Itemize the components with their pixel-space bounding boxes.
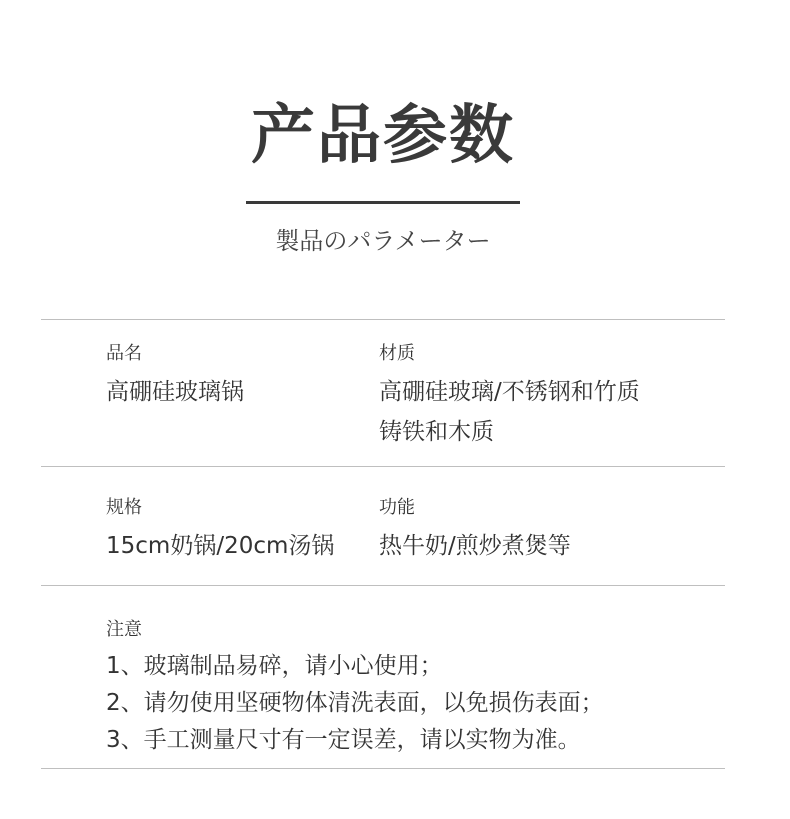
notes-label: 注意 [106, 619, 142, 640]
divider-row2 [41, 585, 725, 586]
param-label-material: 材质 [379, 343, 415, 364]
param-label-function: 功能 [379, 497, 415, 518]
note-item-2: 2、请勿使用坚硬物体清洗表面，以免损伤表面； [106, 690, 604, 716]
param-label-spec: 规格 [106, 497, 142, 518]
divider-bottom [41, 768, 725, 769]
note-item-1: 1、玻璃制品易碎，请小心使用； [106, 653, 443, 679]
divider-row1 [41, 466, 725, 467]
divider-top [41, 319, 725, 320]
param-value-material-line1: 高硼硅玻璃/不锈钢和竹质 [379, 379, 640, 405]
page-subtitle: 製品のパラメーター [275, 227, 491, 255]
param-value-function: 热牛奶/煎炒煮煲等 [379, 533, 571, 559]
param-value-name: 高硼硅玻璃锅 [106, 379, 244, 405]
title-underline [246, 201, 520, 204]
param-value-spec: 15cm奶锅/20cm汤锅 [106, 533, 335, 559]
notes-list [106, 648, 604, 759]
param-value-material-line2: 铸铁和木质 [379, 419, 494, 445]
page-title: 产品参数 [251, 99, 515, 173]
note-item-3: 3、手工测量尺寸有一定误差，请以实物为准。 [106, 727, 581, 753]
param-label-name: 品名 [106, 343, 142, 364]
